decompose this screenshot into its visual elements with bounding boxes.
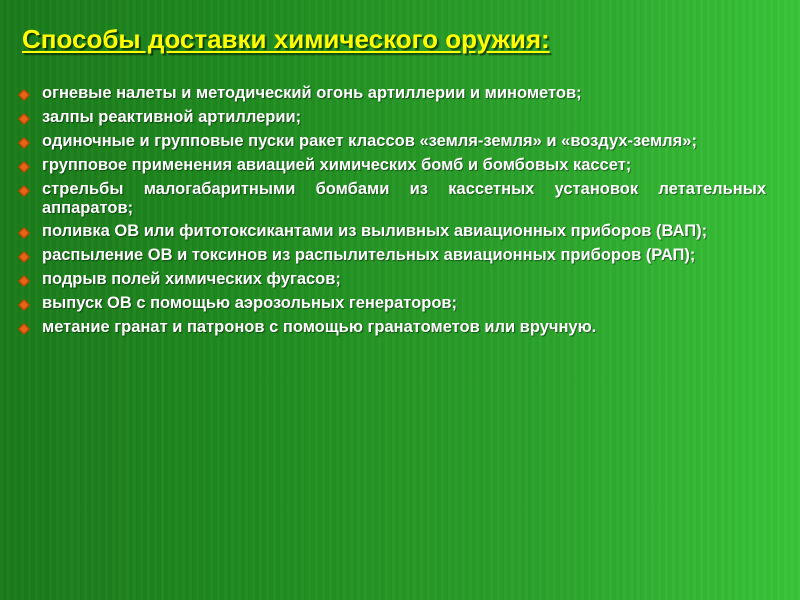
list-item [18, 294, 766, 314]
list-item-text: метание гранат и патронов с помощью гранатометов или вручную. [42, 318, 597, 336]
list-item [18, 270, 766, 290]
list-item [18, 318, 766, 338]
list-item-text: одиночные и групповые пуски ракет классов «земля-земля» и «воздух-земля»; [42, 132, 697, 150]
list-item-text: поливка ОВ или фитотоксикантами из выливных авиационных приборов (ВАП); [42, 222, 708, 240]
diamond-bullet-icon [18, 246, 42, 266]
list-item-text: групповое применения авиацией химических бомб и бомбовых кассет; [42, 156, 632, 174]
list-item-text: огневые налеты и методический огонь артиллерии и минометов; [42, 84, 582, 102]
list-item-text: выпуск ОВ с помощью аэрозольных генераторов; [42, 294, 458, 312]
list-item-text: залпы реактивной артиллерии; [42, 108, 302, 126]
diamond-bullet-icon [18, 222, 42, 242]
list-item [18, 180, 766, 218]
diamond-bullet-icon [18, 318, 42, 338]
diamond-bullet-icon [18, 132, 42, 152]
diamond-bullet-icon [18, 108, 42, 128]
list-item [18, 132, 766, 152]
list-item-text: подрыв полей химических фугасов; [42, 270, 341, 288]
list-item [18, 246, 766, 266]
list-item [18, 222, 766, 242]
list-item [18, 156, 766, 176]
list-item [18, 108, 766, 128]
list-item [18, 84, 766, 104]
diamond-bullet-icon [18, 156, 42, 176]
diamond-bullet-icon [18, 180, 42, 200]
list-item-text: стрельбы малогабаритными бомбами из кассетных установок летательных аппаратов; [42, 180, 766, 217]
diamond-bullet-icon [18, 294, 42, 314]
diamond-bullet-icon [18, 270, 42, 290]
diamond-bullet-icon [18, 84, 42, 104]
slide-title: Способы доставки химического оружия: [22, 24, 550, 54]
list-item-text: распыление ОВ и токсинов из распылительных авиационных приборов (РАП); [42, 246, 696, 264]
delivery-methods-list [18, 84, 766, 342]
